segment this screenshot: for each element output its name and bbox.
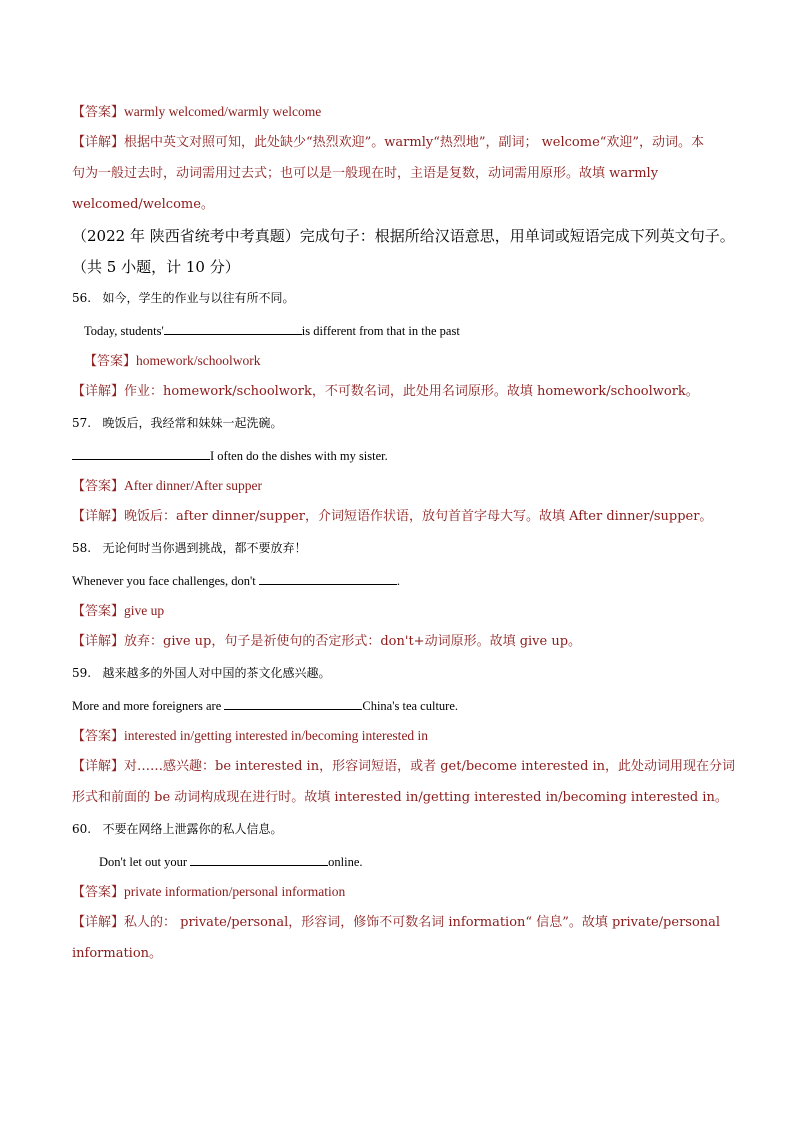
detail-text: 私人的： private/personal，形容词，修饰不可数名词 information“ 信息”。故填 private/personal — [124, 915, 721, 930]
question-number: 58. — [72, 541, 92, 555]
answer-line — [72, 884, 345, 901]
sentence-before: More and more foreigners are — [72, 699, 222, 713]
question-number: 59. — [72, 666, 92, 680]
question-cn — [72, 665, 331, 681]
answer-blank — [164, 322, 302, 335]
question-chinese: 不要在网络上泄露你的私人信息。 — [102, 822, 283, 836]
question-number: 60. — [72, 822, 92, 836]
detail-text: 晚饭后：after dinner/supper，介词短语作状语，放句首首字母大写。故填 After dinner/supper。 — [124, 509, 713, 524]
answer-line — [72, 603, 164, 620]
question-number: 57. — [72, 416, 92, 430]
question-number: 56. — [72, 291, 92, 305]
question-cn — [72, 415, 283, 431]
detail-text: 句为一般过去时，动词需用过去式；也可以是一般现在时，主语是复数，动词需用原形。故填 warmly — [72, 166, 659, 181]
detail-line — [72, 509, 712, 525]
section-heading: （2022 年 陕西省统考中考真题）完成句子：根据所给汉语意思，用单词或短语完成下列英文句子。 — [72, 227, 735, 245]
detail-tag: 【详解】 — [72, 634, 125, 649]
question-cn — [72, 290, 295, 306]
answer-blank — [190, 853, 328, 866]
sentence-after: online. — [328, 855, 363, 869]
answer-text: interested in/getting interested in/becoming interested in — [124, 728, 429, 743]
question-chinese: 无论何时当你遇到挑战，都不要放弃！ — [102, 541, 307, 555]
detail-line — [72, 135, 704, 151]
detail-tag: 【详解】 — [72, 135, 125, 150]
sentence-after: China's tea culture. — [362, 699, 458, 713]
detail-line — [72, 759, 735, 775]
sentence-after: . — [396, 574, 401, 588]
detail-line — [72, 915, 720, 931]
answer-text: After dinner/After supper — [124, 478, 262, 493]
detail-tag: 【详解】 — [72, 759, 125, 774]
detail-text: information。 — [72, 946, 163, 961]
answer-line — [84, 353, 261, 370]
detail-text: 放弃：give up，句子是祈使句的否定形式：don't+动词原形。故填 give up。 — [124, 634, 582, 649]
detail-text: 根据中英文对照可知，此处缺少“热烈欢迎”。warmly“热烈地”，副词； welcome“欢迎”，动词。本 — [124, 135, 705, 150]
question-chinese: 晚饭后，我经常和妹妹一起洗碗。 — [102, 416, 283, 430]
question-en — [72, 697, 458, 714]
question-chinese: 如今，学生的作业与以往有所不同。 — [102, 291, 295, 305]
sentence-after: I often do the dishes with my sister. — [210, 449, 388, 463]
question-chinese: 越来越多的外国人对中国的茶文化感兴趣。 — [102, 666, 331, 680]
sentence-before: Don't let out your — [99, 855, 188, 869]
question-cn — [72, 540, 307, 556]
detail-tag: 【详解】 — [72, 915, 125, 930]
answer-text: give up — [124, 603, 165, 618]
section-subheading: （共 5 小题，计 10 分） — [72, 258, 240, 276]
answer-tag: 【答案】 — [84, 354, 137, 369]
answer-tag: 【答案】 — [72, 604, 125, 619]
answer-blank — [224, 697, 362, 710]
answer-tag: 【答案】 — [72, 479, 125, 494]
answer-line — [72, 478, 262, 495]
question-en — [84, 322, 460, 339]
detail-text: 对……感兴趣：be interested in，形容词短语，或者 get/become interested in，此处动词用现在分词 — [124, 759, 736, 774]
detail-text: 作业：homework/schoolwork，不可数名词，此处用名词原形。故填 homework/schoolwork。 — [124, 384, 699, 399]
sentence-after: is different from that in the past — [301, 324, 460, 338]
detail-text: welcomed/welcome。 — [72, 197, 214, 212]
question-en — [99, 853, 363, 870]
detail-tag: 【详解】 — [72, 509, 125, 524]
answer-line — [72, 104, 321, 121]
answer-tag: 【答案】 — [72, 105, 125, 120]
detail-line — [72, 384, 699, 400]
answer-line — [72, 728, 428, 745]
detail-line — [72, 634, 581, 650]
answer-text: homework/schoolwork — [136, 353, 261, 368]
sentence-before: Today, students' — [84, 324, 164, 338]
question-en — [72, 447, 388, 464]
answer-tag: 【答案】 — [72, 885, 125, 900]
question-en — [72, 572, 400, 589]
detail-tag: 【详解】 — [72, 384, 125, 399]
answer-text: private information/personal information — [124, 884, 346, 899]
sentence-before: Whenever you face challenges, don't — [72, 574, 256, 588]
detail-text: 形式和前面的 be 动词构成现在进行时。故填 interested in/getting interested in/becoming interested in。 — [72, 790, 728, 805]
question-cn — [72, 821, 283, 837]
answer-text: warmly welcomed/warmly welcome — [124, 104, 322, 119]
answer-blank — [259, 572, 397, 585]
answer-tag: 【答案】 — [72, 729, 125, 744]
answer-blank — [72, 447, 210, 460]
